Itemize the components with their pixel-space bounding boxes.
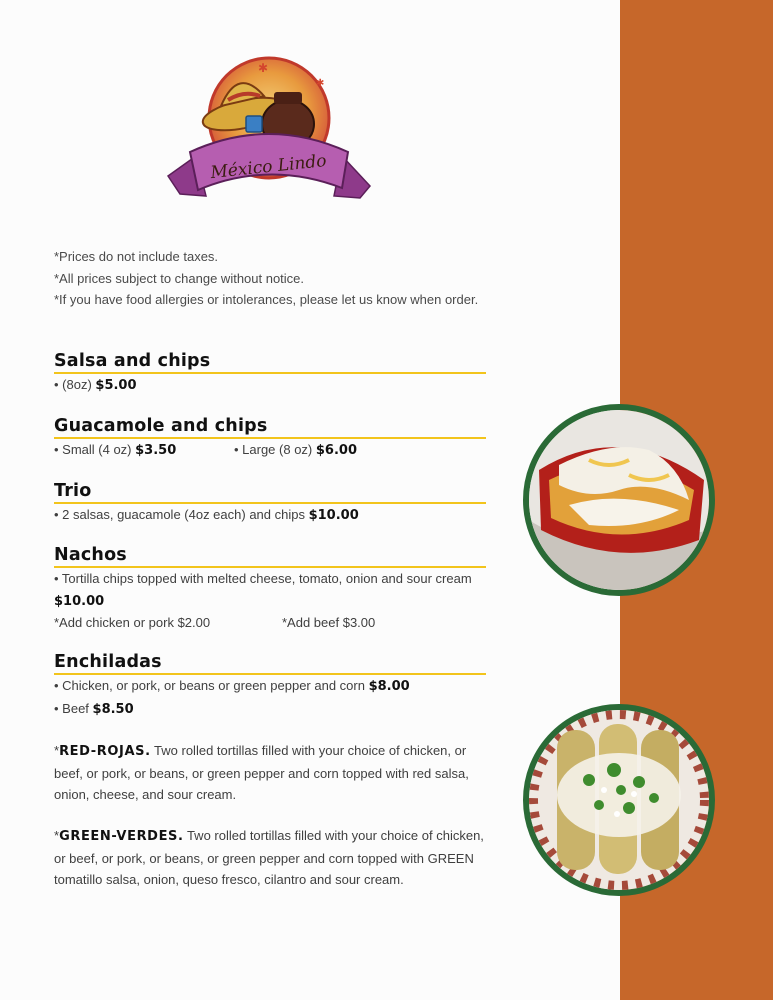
menu-item [54,504,486,527]
item-price-small: $3.50 [135,443,177,458]
item-text: • (8oz) [54,377,92,392]
verdes-description: *GREEN-VERDES. Two rolled tortillas filled with your choice of chicken, or beef, or pork, or beans, or green pepper and corn topped with GREEN tomatillo salsa, onion, queso fresco, cilantro and sour cream. [54,828,484,887]
verdes-label: GREEN-VERDES. [59,829,184,844]
add-beef: *Add beef $3.00 [282,615,376,630]
add-chicken-pork: *Add chicken or pork $2.00 [54,615,211,630]
rojas-label: RED-ROJAS. [59,744,151,759]
item-price-large: $6.00 [315,443,358,458]
green-enchiladas-image [529,710,709,890]
item-price: $10.00 [308,508,359,523]
menu-notes [54,246,484,311]
verdes-text: Two rolled tortillas filled with your choice of chicken, or beef, or pork, or beans, or green pepper and corn topped with GREEN tomatillo salsa, onion, queso fresco, cilantro and sour cream. [54,828,484,887]
menu-item-large [234,439,357,462]
section-salsa [54,350,486,397]
menu-item [54,568,486,612]
green-enchiladas-photo [523,704,715,896]
section-title: Trio [54,480,486,504]
item-text: • Chicken, or pork, or beans or green pepper and corn [54,678,365,693]
menu-item [54,698,486,721]
section-nachos [54,544,486,634]
logo-graphic [166,56,372,212]
item-text: • Tortilla chips topped with melted cheese, tomato, onion and sour cream [54,571,472,586]
item-text: • Beef [54,700,89,716]
note-taxes: *Prices do not include taxes. [54,249,219,264]
item-text: • 2 salsas, guacamole (4oz each) and chips [54,507,305,522]
logo-text: México Lindo [209,150,328,184]
menu-item-row [54,439,486,461]
section-trio [54,480,486,527]
section-enchiladas [54,651,486,720]
section-title: Nachos [54,544,486,568]
section-title: Guacamole and chips [54,415,486,439]
add-ons-row [54,612,486,634]
svg-text:✱: ✱ [258,61,269,75]
menu-item [54,374,486,397]
section-guacamole [54,415,486,461]
menu-item [54,675,486,698]
item-price: $10.00 [54,593,105,609]
red-enchiladas-photo [523,404,715,596]
note-price-change: *All prices subject to change without notice. [54,270,305,286]
svg-text:✱: ✱ [316,78,325,89]
red-enchiladas-image [529,410,709,590]
item-text-large: • Large (8 oz) [234,442,313,457]
item-price: $5.00 [95,378,137,393]
note-allergies: *If you have food allergies or intolerances, please let us know when order. [54,292,479,307]
item-text-small: • Small (4 oz) [54,442,132,457]
item-price: $8.50 [92,701,134,717]
restaurant-logo [166,56,372,212]
item-price: $8.00 [368,679,410,694]
section-title: Enchiladas [54,651,486,675]
rojas-description: *RED-ROJAS. Two rolled tortillas filled with your choice of chicken, or beef, or pork, or beans, or green pepper and corn topped with red salsa, onion, cheese, and sour cream. [54,743,469,802]
section-title: Salsa and chips [54,350,486,374]
rojas-text: Two rolled tortillas filled with your choice of chicken, or beef, or pork, or beans, or green pepper and corn topped with red salsa, onion, cheese, and sour cream. [54,743,469,802]
